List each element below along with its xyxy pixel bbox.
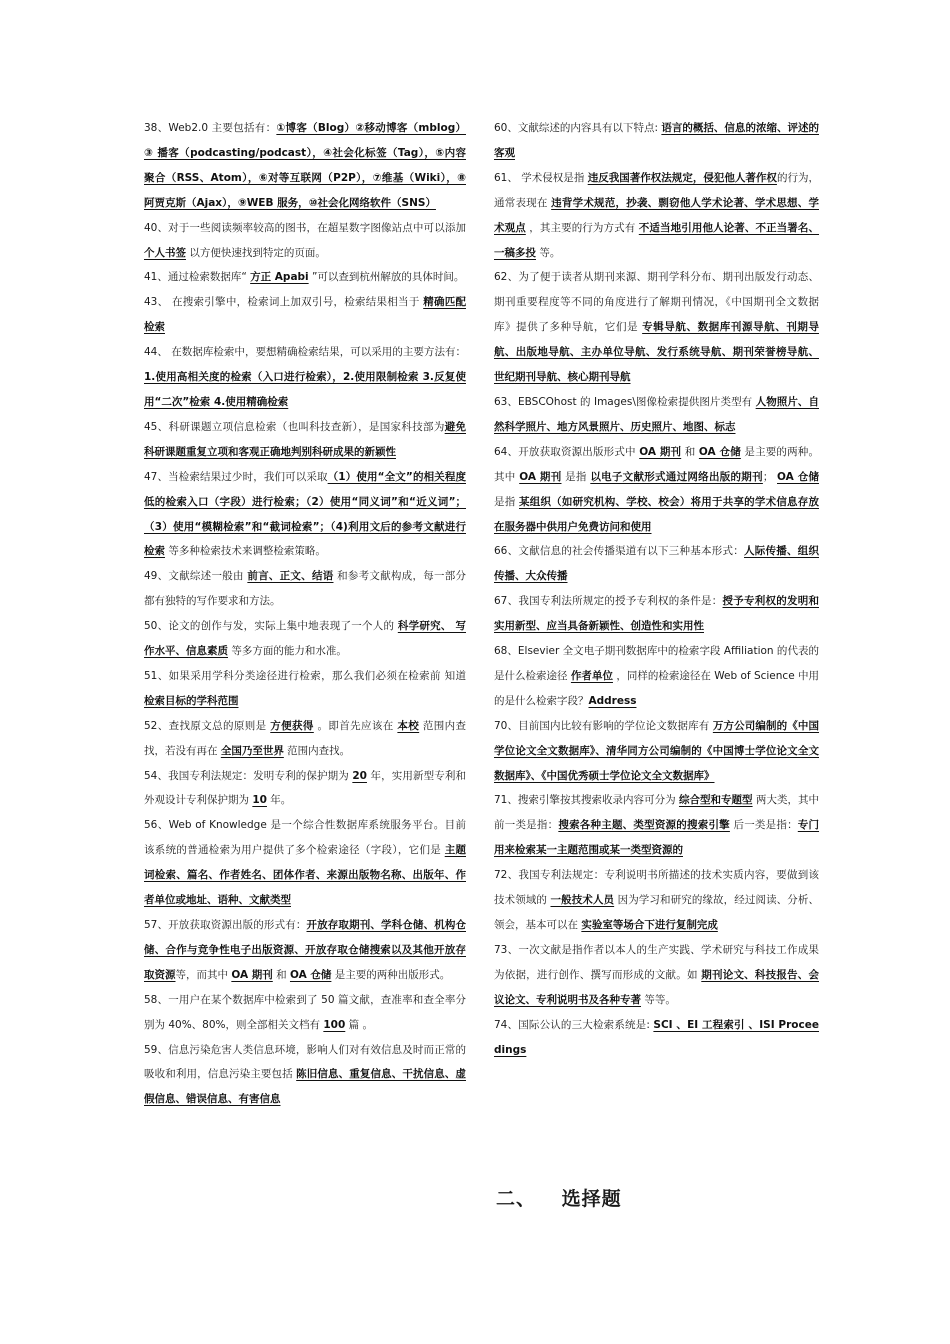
question-text: 51、如果采用学科分类途径进行检索，那么我们必须在检索前 知道 xyxy=(144,669,466,682)
left-column xyxy=(144,116,466,1112)
question-text: 56、Web of Knowledge 是一个综合性数据库系统服务平台。目前该系统的普通检索为用户提供了多个检索途径（字段），它们是 xyxy=(144,819,466,857)
answer-text: 开放存取期刊、学科仓储、机构仓储、合作与竞争性电子出版资源、开放存取仓储搜索以及其他开放存取资源 xyxy=(144,919,466,981)
answer-text: 检索目标的学科范围 xyxy=(144,694,239,707)
question-item xyxy=(144,614,466,664)
question-item xyxy=(494,440,819,540)
answer-text: 某组织（如研究机构、学校、校会）将用于共享的学术信息存放在服务器中供用户免费访问和使用 xyxy=(494,495,820,533)
question-item xyxy=(494,390,819,440)
answer-text: 实验室等场合下进行复制完成 xyxy=(581,919,718,931)
question-item xyxy=(494,1013,819,1063)
answer-text: （1）使用“全文”的相关程度低的检索入口（字段）进行检索；（2）使用“同义词”和“近义词”；（3）使用“模糊检索”和“截词检索”；（4)利用文后的参考文献进行检索 xyxy=(144,470,466,558)
answer-text: 1.使用高相关度的检索（入口进行检索），2.使用限制检索 3.反复使用“二次”检索 4.使用精确检索 xyxy=(144,371,466,408)
answer-text: 个人书签 xyxy=(144,246,186,259)
answer-text: 人物照片、自然科学照片、地方风景照片、历史照片、地图、标志 xyxy=(494,395,819,433)
question-item xyxy=(494,938,819,1013)
question-item xyxy=(494,863,819,938)
question-text: 的行为，通常表现在 xyxy=(494,171,819,209)
question-text: 72、我国专利法规定：专利说明书所描述的技术实质内容，要做到该技术领域的 xyxy=(494,869,819,907)
question-text: 等多种检索技术来调整检索策略。 xyxy=(165,545,326,558)
question-text: 是主要的两种。其中 xyxy=(494,445,819,483)
question-item xyxy=(144,415,466,465)
answer-text: 语言的概括、信息的浓缩、评述的客观 xyxy=(494,122,819,159)
question-text: 篇 。 xyxy=(345,1018,373,1031)
answer-text: 方正 Apabi xyxy=(250,271,309,284)
question-text: 年，实用新型专利和外观设计专利保护期为 xyxy=(144,769,466,807)
question-item xyxy=(494,265,819,390)
question-text: 67、我国专利法所规定的授予专利权的条件是： xyxy=(494,595,723,608)
question-text: 50、论文的创作与发，实际上集中地表现了一个人的 xyxy=(144,620,398,633)
answer-text: OA 期刊 xyxy=(519,470,562,483)
question-text: 71、搜索引擎按其搜索收录内容可分为 xyxy=(494,794,679,807)
question-text: 54、我国专利法规定：发明专利的保护期为 xyxy=(144,769,353,782)
answer-text: 本校 xyxy=(397,719,420,732)
question-item xyxy=(144,116,466,216)
question-text: 是主要的两种出版形式。 xyxy=(331,968,451,981)
answer-text: 专门用来检索某一主题范围或某一类型资源的 xyxy=(494,819,820,857)
answer-text: OA 期刊 xyxy=(231,968,273,981)
question-text: 等等。 xyxy=(641,993,676,1006)
question-text: 和参考文献构成，每一部分都有独特的写作要求和方法。 xyxy=(144,570,467,608)
question-text: 47、当检索结果过少时，我们可以采取 xyxy=(144,470,328,483)
answer-text: 科学研究、 写作水平、信息素质 xyxy=(144,620,466,658)
question-text: 52、查找原文总的原则是 xyxy=(144,719,271,732)
answer-text: OA 仓储 xyxy=(289,968,332,981)
question-item xyxy=(144,340,466,415)
question-text: ，同样的检索途径在 Web of Science 中用的是什么检索字段？ xyxy=(494,669,820,707)
question-item xyxy=(144,813,466,913)
question-text: 后一类是指： xyxy=(729,819,798,832)
answer-text: 违背学术规范，抄袭、剽窃他人学术论著、学术思想、学术观点 xyxy=(494,196,819,234)
question-text: 66、文献信息的社会传播渠道有以下三种基本形式： xyxy=(494,545,745,558)
question-text: 44、 在数据库检索中，要想精确检索结果，可以采用的主要方法有： xyxy=(144,346,466,359)
answer-text: 综合型和专题型 xyxy=(678,794,753,807)
answer-text: 专辑导航、数据库刊源导航、刊期导航、出版地导航、主办单位导航、发行系统导航、期刊荣誉榜导航、世纪期刊导航、核心期刊导航 xyxy=(494,321,819,384)
question-text: 64、开放获取资源出版形式中 xyxy=(494,445,640,458)
question-item xyxy=(494,788,819,863)
answer-text: 期刊论文、科技报告、会议论文、专利说明书及各种专著 xyxy=(494,968,819,1006)
section-heading xyxy=(496,1184,622,1211)
question-item xyxy=(144,564,466,614)
question-text: 70、目前国内比较有影响的学位论文数据库有 xyxy=(494,719,713,732)
question-text: 因为学习和研究的缘故，经过阅读、分析、领会，基本可以在 xyxy=(494,894,820,931)
question-item xyxy=(494,639,819,714)
answer-text: 100 xyxy=(323,1018,346,1031)
question-text: 等，而其中 xyxy=(175,968,232,981)
question-text: ”可以查到杭州解放的具体时间。 xyxy=(308,271,465,284)
answer-text: 主题词检索、篇名、作者姓名、团体作者、来源出版物名称、出版年、作者单位或地址、语种、文献类型 xyxy=(144,844,466,907)
question-text: 是指 xyxy=(494,495,520,508)
question-text: 等多方面的能力和水准。 xyxy=(228,645,347,658)
question-text: 两大类，其中前一类是指： xyxy=(494,794,820,832)
answer-text: 授予专利权的发明和实用新型、应当具备新颖性、创造性和实用性 xyxy=(494,595,819,633)
answer-text: 陈旧信息、重复信息、干扰信息、虚假信息、错误信息、有害信息 xyxy=(144,1068,466,1106)
answer-text: 作者单位 xyxy=(570,669,613,682)
question-text: 74、国际公认的三大检索系统是: xyxy=(494,1018,654,1031)
question-text: ； xyxy=(762,470,777,483)
answer-text: 全国乃至世界 xyxy=(220,744,284,757)
question-text: 49、文献综述一般由 xyxy=(144,570,248,583)
question-text: 43、 在搜索引擎中，检索词上加双引号，检索结果相当于 xyxy=(144,296,424,309)
section-heading-title: 选择题 xyxy=(561,1188,622,1210)
answer-text: 人际传播、组织传播、大众传播 xyxy=(494,545,819,583)
answer-text: OA 仓储 xyxy=(698,445,741,458)
question-text: 41、通过检索数据库“ xyxy=(144,271,251,284)
question-text: 以方便快速找到特定的页面。 xyxy=(186,246,326,259)
answer-text: OA 期刊 xyxy=(639,445,682,458)
question-text: 和 xyxy=(681,445,699,458)
answer-text: 不适当地引用他人论著、不正当署名、一稿多投 xyxy=(494,221,820,259)
answer-text: 万方公司编制的《中国学位论文全文数据库》、清华同方公司编制的《中国博士学位论文全文数据库》、《中国优秀硕士学位论文全文数据库》 xyxy=(494,719,819,782)
question-text: 63、EBSCOhost 的 Images\图像检索提供图片类型有 xyxy=(494,395,756,408)
question-item xyxy=(144,988,466,1038)
question-text: 68、Elsevier 全文电子期刊数据库中的检索字段 Affiliation 的代表的是什么检索途径 xyxy=(494,645,819,682)
question-item xyxy=(144,216,466,266)
question-text: 等。 xyxy=(536,246,561,259)
answer-text: 以电子文献形式通过网络出版的期刊 xyxy=(590,470,763,483)
question-item xyxy=(144,714,466,764)
question-item xyxy=(144,290,466,340)
answer-text: 一般技术人员 xyxy=(550,894,615,907)
answer-text: 方便获得 xyxy=(270,719,314,732)
answer-text: 精确匹配检索 xyxy=(144,296,466,334)
question-item xyxy=(144,913,466,988)
question-text: 61、 学术侵权是指 xyxy=(494,171,588,184)
answer-text: 避免科研课题重复立项和客观正确地判别科研成果的新颖性 xyxy=(144,420,466,458)
question-text: 62、为了便于读者从期刊来源、期刊学科分布、期刊出版发行动态、期刊重要程度等不同的角度进行了解期刊情况，《中国期刊全文数据库》提供了多种导航，它们是 xyxy=(494,271,819,334)
question-text: 范围内查找。 xyxy=(283,744,351,757)
question-text: 73、一次文献是指作者以本人的生产实践、学术研究与科技工作成果为依据，进行创作、撰写而形成的文献。如 xyxy=(494,943,819,981)
question-item xyxy=(494,714,819,789)
answer-text: Address xyxy=(588,694,637,707)
answer-text: 搜索各种主题、类型资源的搜索引擎 xyxy=(558,819,730,832)
question-item xyxy=(144,764,466,814)
answer-text: 10 xyxy=(252,794,267,807)
question-item xyxy=(144,1038,466,1113)
question-text: 38、Web2.0 主要包括有： xyxy=(144,122,277,134)
question-item xyxy=(494,539,819,589)
answer-text: 前言、正文、结语 xyxy=(247,570,334,583)
answer-text: OA 仓储 xyxy=(777,470,819,483)
right-column xyxy=(494,116,819,1062)
question-text: 57、开放获取资源出版的形式有： xyxy=(144,919,307,931)
question-text: 是指 xyxy=(561,470,591,483)
section-heading-number: 二、 xyxy=(496,1188,537,1210)
question-item xyxy=(144,265,466,290)
question-item xyxy=(494,589,819,639)
question-text: 45、科研课题立项信息检索（也叫科技查新），是国家科技部为 xyxy=(144,420,445,433)
question-text: 58、一用户在某个数据库中检索到了 50 篇文献，查准率和查全率分别为 40%、80%，则全部相关文档有 xyxy=(144,993,466,1031)
question-text: 和 xyxy=(272,968,290,981)
question-text: 年。 xyxy=(266,794,292,807)
question-item xyxy=(494,116,819,166)
answer-text: 违反我国著作权法规定，侵犯他人著作权 xyxy=(587,171,777,184)
question-text: 范围内查找，若没有再在 xyxy=(144,719,467,757)
question-item xyxy=(144,664,466,714)
question-text: 60、文献综述的内容具有以下特点: xyxy=(494,122,662,134)
question-text: 。即首先应该在 xyxy=(313,719,398,732)
question-text: ，其主要的行为方式有 xyxy=(525,221,639,234)
question-text: 59、信息污染危害人类信息环境，影响人们对有效信息及时而正常的吸收和利用，信息污染主要包括 xyxy=(144,1043,466,1081)
answer-text: SCI 、EI 工程索引 、ISI Proceedings xyxy=(494,1018,819,1056)
question-item xyxy=(144,465,466,565)
question-item xyxy=(494,166,819,266)
answer-text: ①博客（Blog）②移动博客（mblog）③ 播客（podcasting/podcast），④社会化标签（Tag），⑤内容聚合（RSS、Atom），⑥对等互联网（P2P），⑦维基（Wiki），⑧阿贾克斯（Ajax），⑨WEB 服务，⑩社会化网络软件（SNS） xyxy=(144,122,466,209)
question-text: 40、对于一些阅读频率较高的图书，在超星数字图像站点中可以添加 xyxy=(144,221,466,234)
answer-text: 20 xyxy=(352,769,367,782)
